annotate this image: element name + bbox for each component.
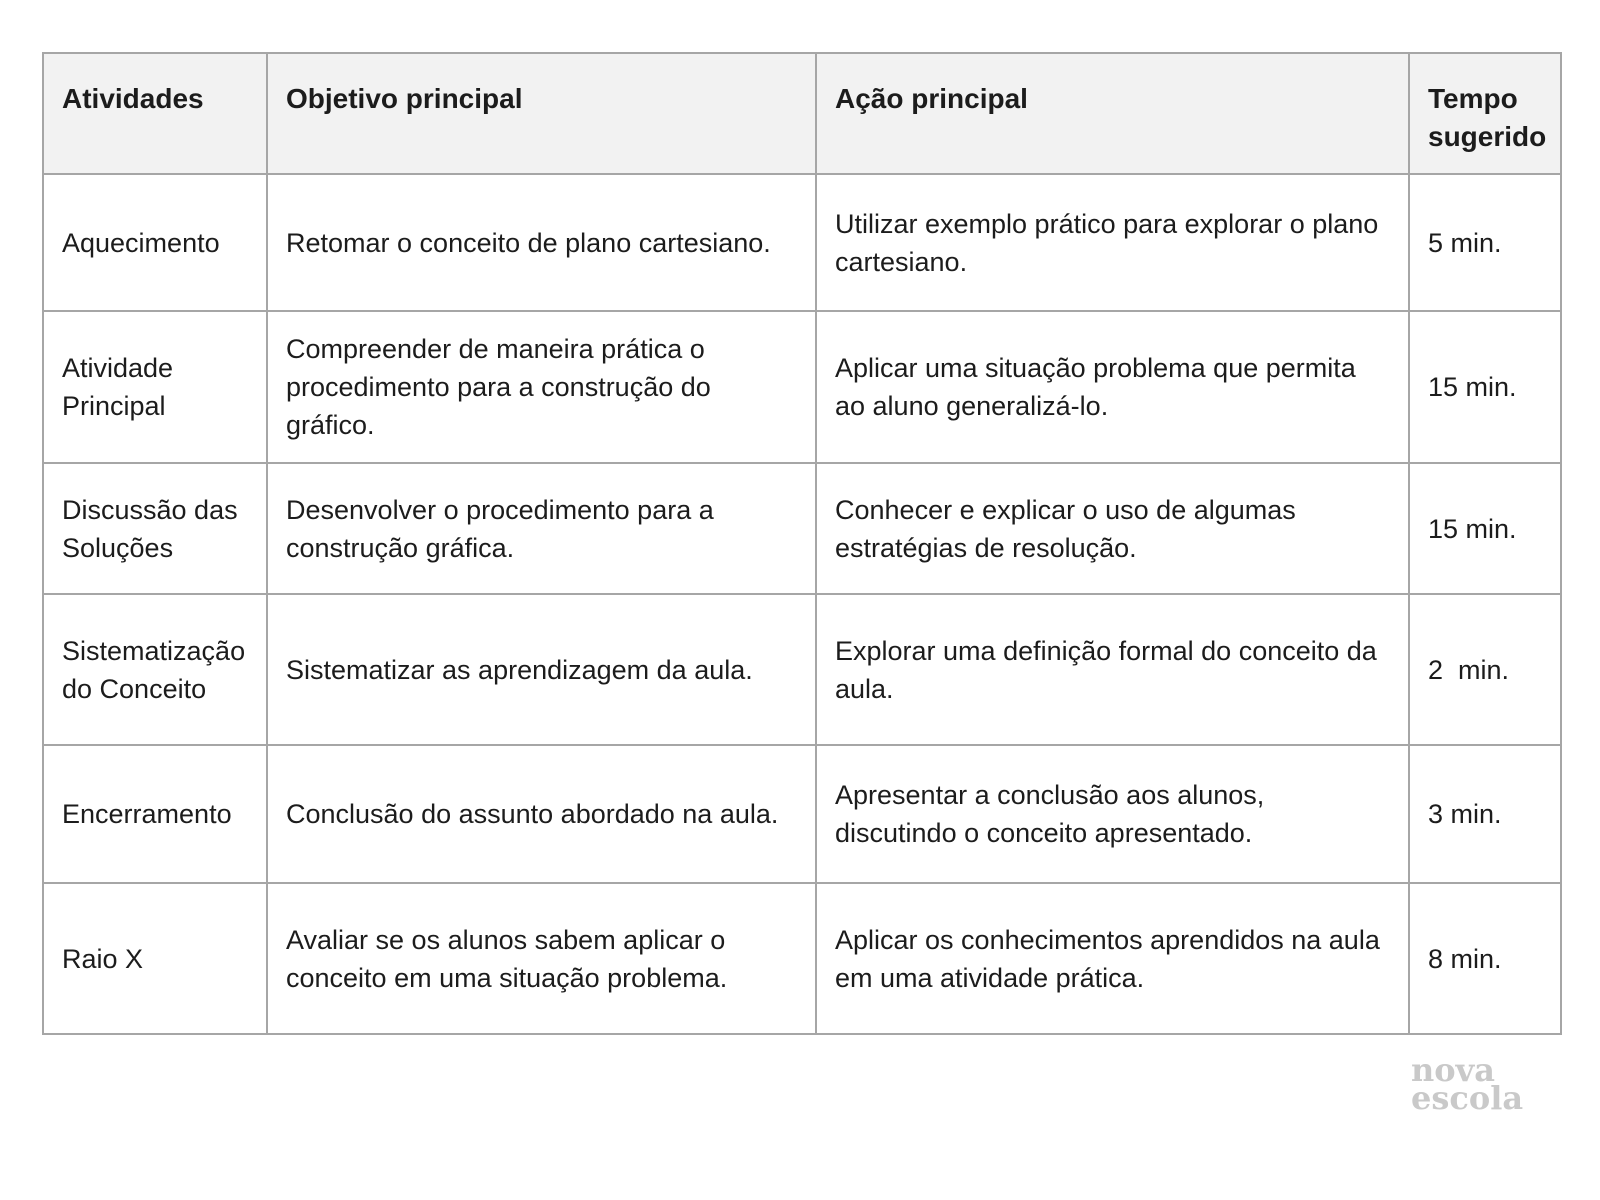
- header-cell-tempo-sugerido: Tempo sugerido: [1409, 53, 1561, 174]
- table-row: [43, 745, 1561, 883]
- cell-objetivo: Conclusão do assunto abordado na aula.: [267, 745, 816, 883]
- cell-tempo: 15 min.: [1409, 463, 1561, 594]
- cell-acao: Conhecer e explicar o uso de algumas estratégias de resolução.: [816, 463, 1409, 594]
- cell-atividade: Atividade Principal: [43, 311, 267, 463]
- cell-atividade: Aquecimento: [43, 174, 267, 311]
- cell-atividade: Discussão das Soluções: [43, 463, 267, 594]
- cell-tempo: 2 min.: [1409, 594, 1561, 745]
- cell-tempo: 5 min.: [1409, 174, 1561, 311]
- cell-acao: Aplicar uma situação problema que permita ao aluno generalizá-lo.: [816, 311, 1409, 463]
- cell-tempo: 8 min.: [1409, 883, 1561, 1034]
- cell-acao: Explorar uma definição formal do conceito da aula.: [816, 594, 1409, 745]
- cell-atividade: Encerramento: [43, 745, 267, 883]
- logo-line-2: escola: [1411, 1079, 1524, 1117]
- cell-objetivo: Avaliar se os alunos sabem aplicar o conceito em uma situação problema.: [267, 883, 816, 1034]
- table-row: [43, 311, 1561, 463]
- lesson-plan-table: [42, 52, 1562, 1035]
- table-row: [43, 463, 1561, 594]
- cell-acao: Apresentar a conclusão aos alunos, discutindo o conceito apresentado.: [816, 745, 1409, 883]
- nova-escola-logo: [1411, 1051, 1524, 1117]
- cell-acao: Utilizar exemplo prático para explorar o plano cartesiano.: [816, 174, 1409, 311]
- table-row: [43, 594, 1561, 745]
- table-header-row: [43, 53, 1561, 174]
- cell-objetivo: Retomar o conceito de plano cartesiano.: [267, 174, 816, 311]
- header-cell-acao-principal: Ação principal: [816, 53, 1409, 174]
- header-cell-objetivo-principal: Objetivo principal: [267, 53, 816, 174]
- logo-line-1: nova: [1411, 1051, 1495, 1089]
- header-cell-atividades: Atividades: [43, 53, 267, 174]
- cell-atividade: Sistematização do Conceito: [43, 594, 267, 745]
- table-row: [43, 174, 1561, 311]
- cell-tempo: 15 min.: [1409, 311, 1561, 463]
- cell-acao: Aplicar os conhecimentos aprendidos na aula em uma atividade prática.: [816, 883, 1409, 1034]
- cell-tempo: 3 min.: [1409, 745, 1561, 883]
- cell-atividade: Raio X: [43, 883, 267, 1034]
- table-row: [43, 883, 1561, 1034]
- cell-objetivo: Sistematizar as aprendizagem da aula.: [267, 594, 816, 745]
- cell-objetivo: Compreender de maneira prática o procedimento para a construção do gráfico.: [267, 311, 816, 463]
- cell-objetivo: Desenvolver o procedimento para a construção gráfica.: [267, 463, 816, 594]
